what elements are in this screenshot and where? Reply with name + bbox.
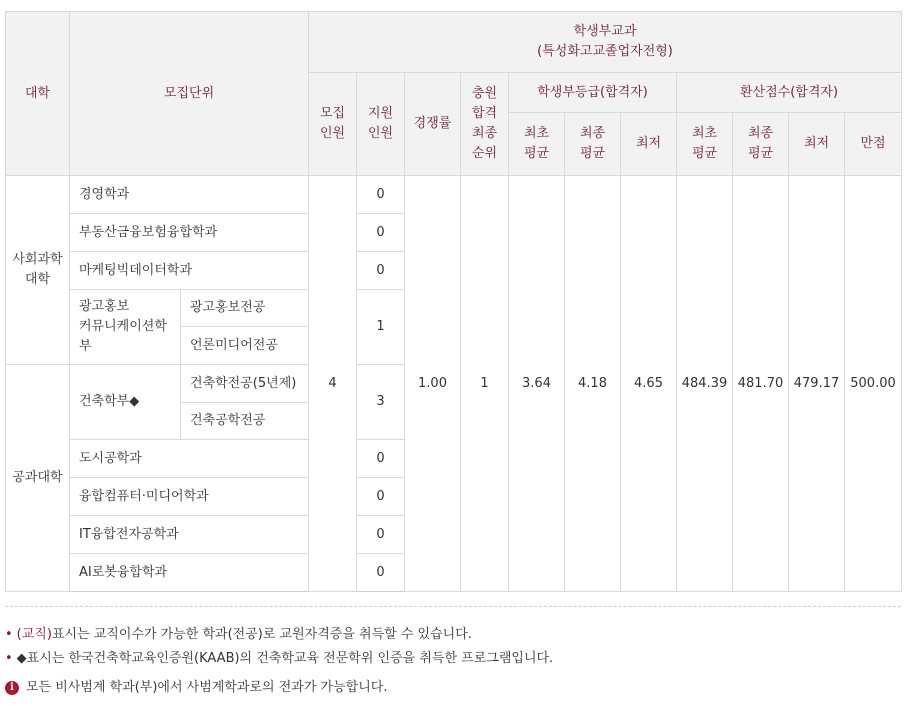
full-score: 500.00 [845,176,902,592]
final-rank: 1 [461,176,509,592]
score-first-avg: 484.39 [677,176,733,592]
header-recruit-unit: 모집단위 [70,12,309,176]
table-row [6,176,902,214]
bullet-icon: • [5,627,13,642]
major-name: 언론미디어전공 [181,327,309,365]
applicant-count: 0 [357,440,405,478]
header-competition-rate: 경쟁률 [405,73,461,176]
grade-final-avg: 4.18 [565,176,621,592]
score-final-avg: 481.70 [733,176,789,592]
college-engineering: 공과대학 [6,365,70,592]
teaching-mark: (교직) [16,627,52,642]
header-university: 대학 [6,12,70,176]
header-grade-first-avg: 최초 평균 [509,113,565,176]
applicant-count: 0 [357,478,405,516]
unit-name: 마케팅빅데이터학과 [70,252,309,290]
score-lowest: 479.17 [789,176,845,592]
applicant-count: 3 [357,365,405,440]
unit-name: 광고홍보 커뮤니케이션학부 [70,290,181,365]
unit-name: 건축학부◆ [70,365,181,440]
header-score-first-avg: 최초 평균 [677,113,733,176]
unit-name: 경영학과 [70,176,309,214]
recruit-count: 4 [309,176,357,592]
header-grade-lowest: 최저 [621,113,677,176]
unit-name: 융합컴퓨터·미디어학과 [70,478,309,516]
track-name: 학생부교과 [573,24,637,39]
note-text: ◆표시는 한국건축학교육인증원(KAAB)의 건축학교육 전문학위 인증을 취득한 프로그램입니다. [16,651,554,666]
info-icon: i [5,681,19,695]
applicant-count: 0 [357,554,405,592]
applicant-count: 0 [357,516,405,554]
track-subname: (특성화고교졸업자전형) [537,44,673,59]
header-recruit-count: 모집 인원 [309,73,357,176]
note-text: 모든 비사범계 학과(부)에서 사범계학과로의 전과가 가능합니다. [26,680,388,695]
notes-section [5,623,901,700]
unit-name: AI로봇융합학과 [70,554,309,592]
header-score-group: 환산점수(합격자) [677,73,902,113]
unit-name: 부동산금융보험융합학과 [70,214,309,252]
header-score-lowest: 최저 [789,113,845,176]
major-name: 건축학전공(5년제) [181,365,309,403]
grade-lowest: 4.65 [621,176,677,592]
notes-divider [5,606,901,607]
applicant-count: 0 [357,252,405,290]
note-teaching-certificate [5,623,901,647]
header-final-rank: 충원 합격 최종 순위 [461,73,509,176]
note-transfer-info [5,676,901,700]
major-name: 광고홍보전공 [181,290,309,327]
admission-results-table [5,11,902,592]
header-score-final-avg: 최종 평균 [733,113,789,176]
major-name: 건축공학전공 [181,403,309,440]
grade-first-avg: 3.64 [509,176,565,592]
unit-name: 도시공학과 [70,440,309,478]
competition-rate: 1.00 [405,176,461,592]
applicant-count: 1 [357,290,405,365]
note-kaab-certification [5,647,901,671]
applicant-count: 0 [357,214,405,252]
note-text: 표시는 교직이수가 가능한 학과(전공)로 교원자격증을 취득할 수 있습니다. [51,627,472,642]
header-full-score: 만점 [845,113,902,176]
unit-name: IT융합전자공학과 [70,516,309,554]
applicant-count: 0 [357,176,405,214]
header-grade-group: 학생부등급(합격자) [509,73,677,113]
header-applicants: 지원 인원 [357,73,405,176]
header-admission-track [309,12,902,73]
bullet-icon: • [5,651,13,666]
header-grade-final-avg: 최종 평균 [565,113,621,176]
college-social-science: 사회과학 대학 [6,176,70,365]
